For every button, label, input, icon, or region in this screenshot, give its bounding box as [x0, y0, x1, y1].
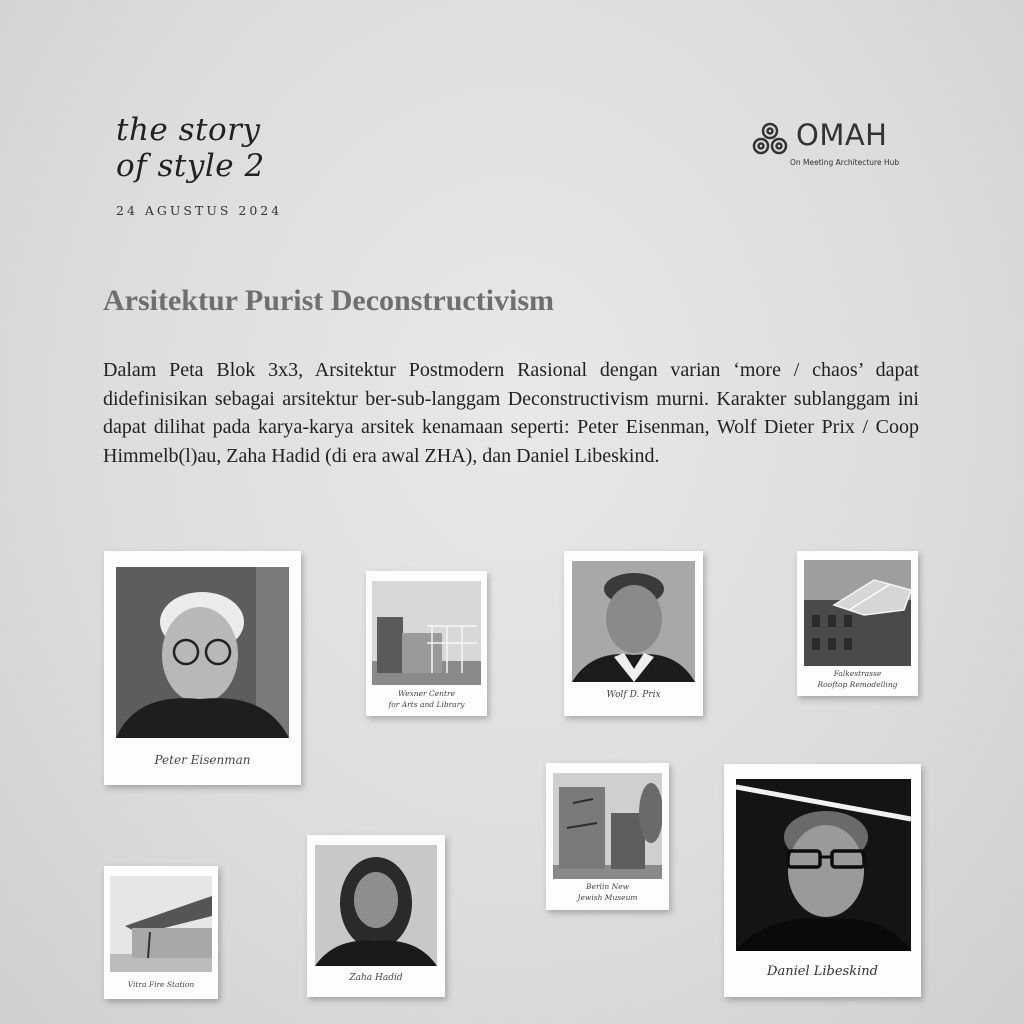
photo-vitra-fire-station [110, 876, 212, 972]
polaroid-vitra-fire-station [104, 866, 218, 999]
article-heading: Arsitektur Purist Deconstructivism [103, 284, 555, 317]
polaroid-zaha-hadid [307, 835, 445, 997]
polaroid-daniel-libeskind [724, 764, 921, 997]
caption-wexner-line-1: Wexner Centre [397, 689, 456, 698]
caption-berlin-line-2: Jewish Museum [577, 893, 638, 902]
caption-falke-line-2: Rooftop Remodelling [817, 680, 898, 689]
article-body: Dalam Peta Blok 3x3, Arsitektur Postmodern Rasional dengan varian ‘more / chaos’ dapat didefinisikan sebagai arsitektur ber-sub-langgam Deconstructivism murni. Karakter sublanggam ini dapat dilihat pada karya-karya arsitek kenamaan seperti: Peter Eisenman, Wolf Dieter Prix / Coop Himmelb(l)au, Zaha Hadid (di era awal ZHA), dan Daniel Libeskind. [103, 359, 919, 467]
series-title-line-1: the story [116, 112, 261, 148]
portrait-wolf-prix [572, 561, 695, 682]
series-title-line-2: of style 2 [116, 148, 265, 184]
caption-falke-line-1: Falkestrasse [833, 669, 882, 678]
logo-name: OMAH [796, 118, 888, 152]
caption-vitra-fire-station: Vitra Fire Station [127, 980, 195, 989]
photo-wexner-centre [372, 581, 481, 685]
polaroid-falkestrasse [797, 551, 918, 696]
polaroid-peter-eisenman [104, 551, 301, 785]
caption-daniel-libeskind: Daniel Libeskind [767, 964, 878, 979]
portrait-peter-eisenman [116, 567, 289, 738]
portrait-daniel-libeskind [736, 779, 911, 951]
logo-tagline: On Meeting Architecture Hub [790, 158, 900, 167]
caption-zaha-hadid: Zaha Hadid [349, 973, 403, 983]
polaroid-berlin-jewish-museum [546, 763, 669, 910]
caption-wexner-centre [366, 688, 487, 710]
event-date: 24 AGUSTUS 2024 [116, 203, 283, 218]
caption-wolf-prix: Wolf D. Prix [606, 690, 661, 700]
polaroid-wexner-centre [366, 571, 487, 716]
caption-berlin-jewish-museum [546, 881, 669, 903]
caption-wexner-line-2: for Arts and Library [388, 700, 465, 709]
caption-peter-eisenman: Peter Eisenman [154, 753, 251, 767]
polaroid-wolf-prix [564, 551, 703, 716]
triple-spiral-icon [750, 120, 790, 160]
photo-berlin-jewish-museum [553, 773, 662, 879]
portrait-zaha-hadid [315, 845, 437, 966]
series-title [116, 112, 336, 184]
caption-berlin-line-1: Berlin New [586, 882, 629, 891]
caption-falkestrasse [797, 668, 918, 690]
photo-falkestrasse [804, 560, 911, 666]
omah-logo [750, 118, 920, 174]
